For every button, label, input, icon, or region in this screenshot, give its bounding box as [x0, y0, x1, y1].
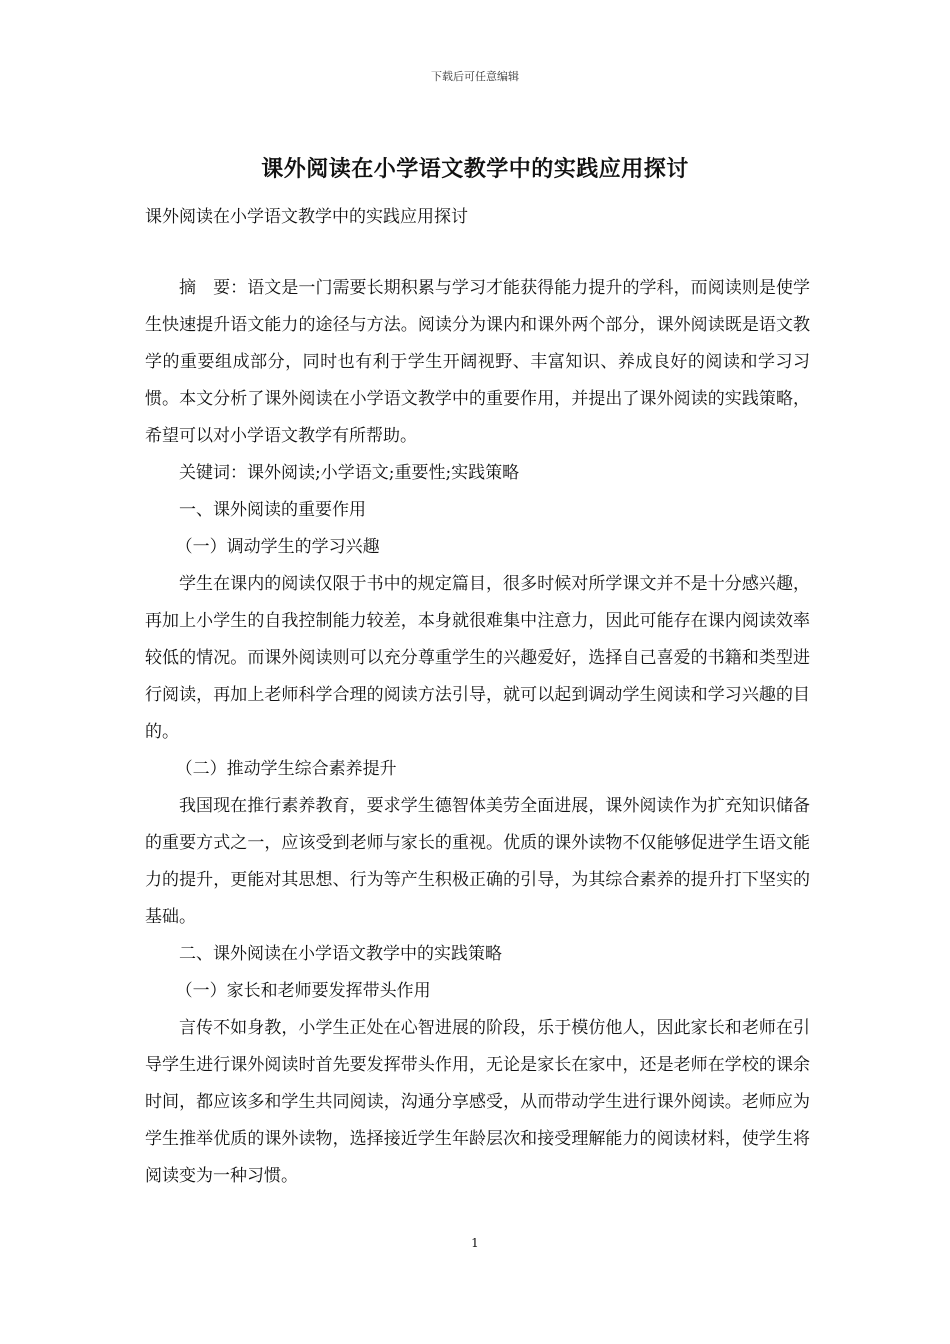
- section-1-2-heading: （二）推动学生综合素养提升: [175, 759, 397, 779]
- section-1-2-paragraph: 我国现在推行素养教育，要求学生德智体美劳全面进展，课外阅读作为扩充知识储备的重要方式之一，应该受到老师与家长的重视。优质的课外读物不仅能够促进学生语文能力的提升，更能对其思想、行为等产生积极正确的引导，为其综合素养的提升打下坚实的基础。: [145, 796, 810, 927]
- document-subtitle: 课外阅读在小学语文教学中的实践应用探讨: [145, 207, 468, 227]
- keywords-line: 关键词：课外阅读;小学语文;重要性;实践策略: [179, 463, 520, 483]
- page-number: 1: [471, 1236, 479, 1250]
- section-2-heading: 二、课外阅读在小学语文教学中的实践策略: [179, 944, 502, 964]
- document-title: 课外阅读在小学语文教学中的实践应用探讨: [261, 156, 689, 182]
- section-1-1-heading: （一）调动学生的学习兴趣: [175, 537, 380, 557]
- section-2-1-heading: （一）家长和老师要发挥带头作用: [175, 981, 431, 1001]
- section-2-1-paragraph: 言传不如身教，小学生正处在心智进展的阶段，乐于模仿他人，因此家长和老师在引导学生进行课外阅读时首先要发挥带头作用，无论是家长在家中，还是老师在学校的课余时间，都应该多和学生共同阅读，沟通分享感受，从而带动学生进行课外阅读。老师应为学生推举优质的课外读物，选择接近学生年龄层次和接受理解能力的阅读材料，使学生将阅读变为一种习惯。: [145, 1018, 810, 1186]
- section-1-1-paragraph: 学生在课内的阅读仅限于书中的规定篇目，很多时候对所学课文并不是十分感兴趣，再加上小学生的自我控制能力较差，本身就很难集中注意力，因此可能存在课内阅读效率较低的情况。而课外阅读则可以充分尊重学生的兴趣爱好，选择自己喜爱的书籍和类型进行阅读，再加上老师科学合理的阅读方法引导，就可以起到调动学生阅读和学习兴趣的目的。: [145, 574, 810, 742]
- header-note: 下载后可任意编辑: [431, 70, 519, 83]
- section-1-heading: 一、课外阅读的重要作用: [179, 500, 366, 520]
- abstract-paragraph: 摘 要：语文是一门需要长期积累与学习才能获得能力提升的学科，而阅读则是使学生快速提升语文能力的途径与方法。阅读分为课内和课外两个部分，课外阅读既是语文教学的重要组成部分，同时也有利于学生开阔视野、丰富知识、养成良好的阅读和学习习惯。本文分析了课外阅读在小学语文教学中的重要作用，并提出了课外阅读的实践策略，希望可以对小学语文教学有所帮助。: [145, 278, 810, 446]
- document-body: [145, 270, 810, 1195]
